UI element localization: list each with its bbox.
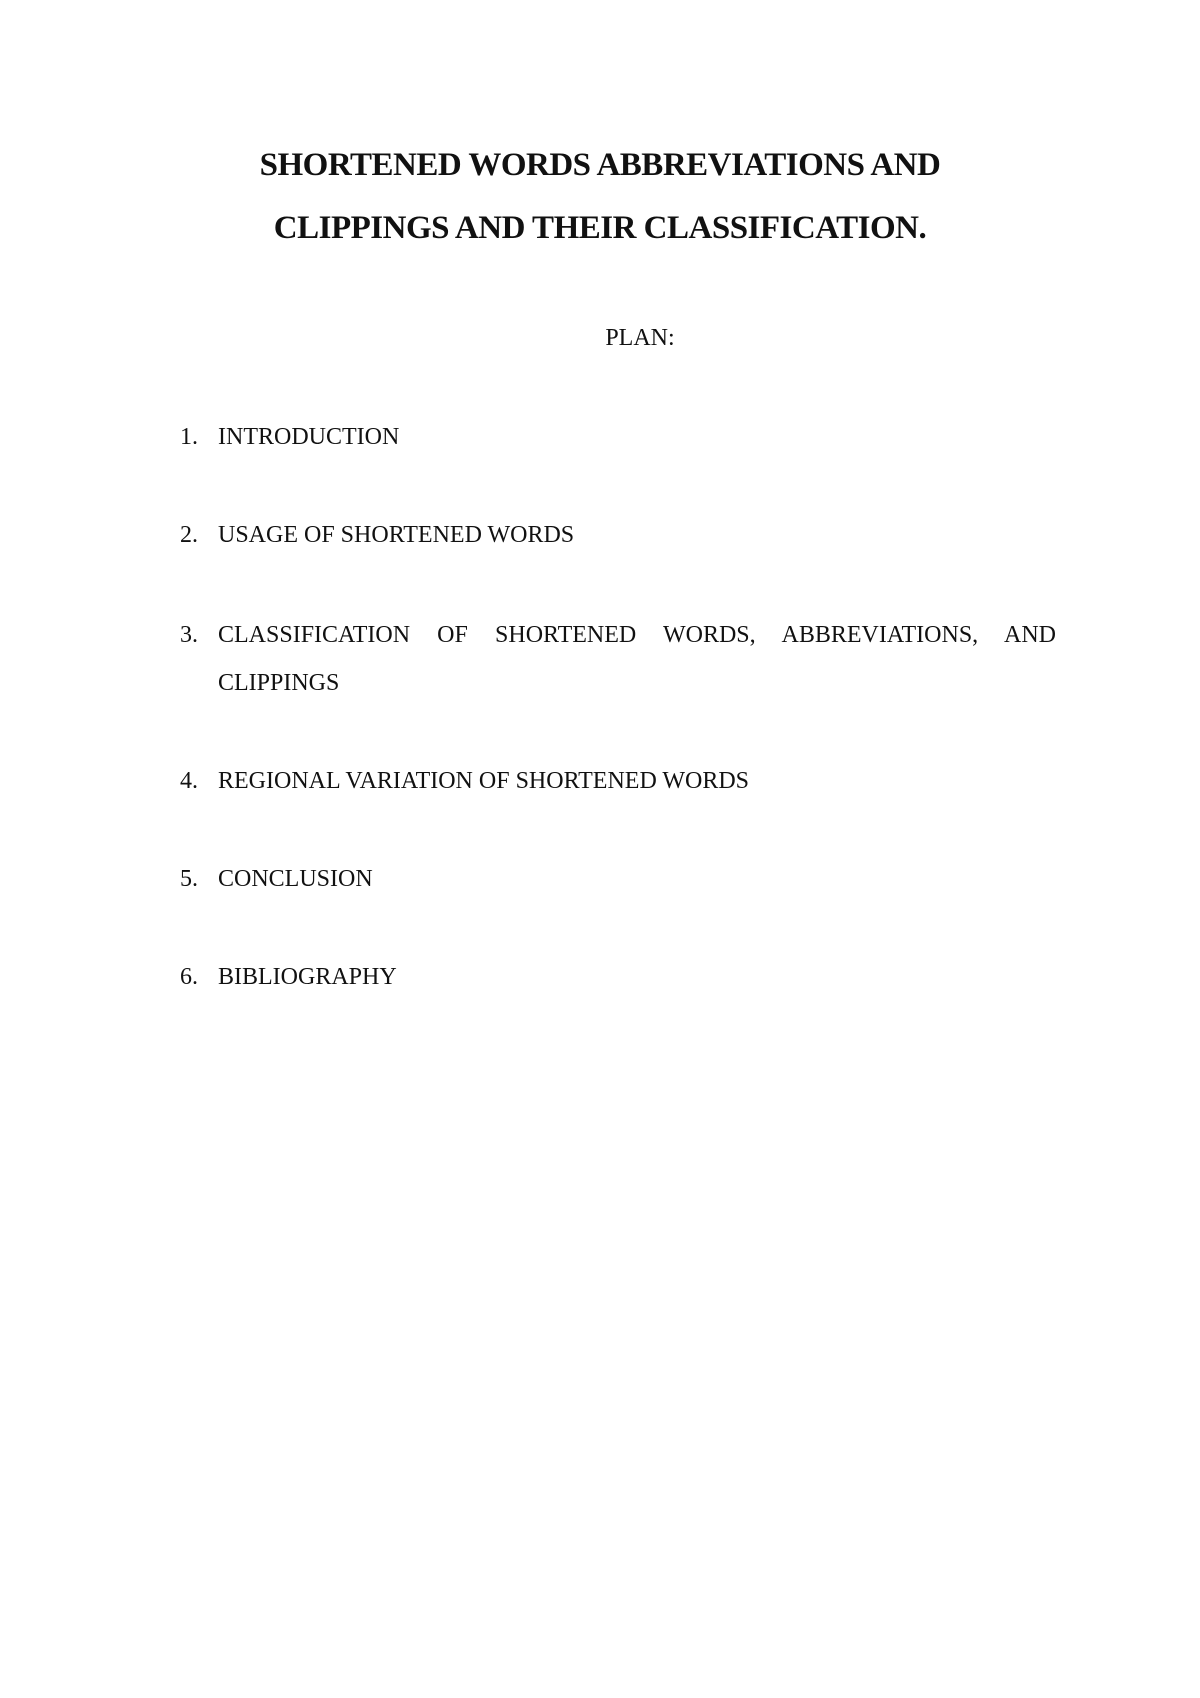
plan-item-text: BIBLIOGRAPHY bbox=[218, 964, 397, 990]
plan-item-number: 5. bbox=[180, 866, 198, 892]
document-title-line-2: CLIPPINGS AND THEIR CLASSIFICATION. bbox=[273, 210, 927, 246]
plan-item-number: 6. bbox=[180, 964, 198, 990]
plan-item-conclusion bbox=[180, 855, 1060, 903]
plan-item-introduction bbox=[180, 413, 1060, 461]
plan-item-text: REGIONAL VARIATION OF SHORTENED WORDS bbox=[218, 768, 750, 794]
plan-item-text: CONCLUSION bbox=[218, 866, 373, 892]
plan-item-regional-variation bbox=[180, 757, 1060, 805]
plan-item-usage bbox=[180, 511, 1060, 559]
plan-item-number: 4. bbox=[180, 768, 198, 794]
plan-item-number: 1. bbox=[180, 424, 198, 450]
plan-item-text: INTRODUCTION bbox=[218, 424, 400, 450]
plan-item-number: 3. bbox=[180, 622, 198, 648]
plan-item-text: USAGE OF SHORTENED WORDS bbox=[218, 522, 575, 548]
plan-item-classification bbox=[180, 611, 1060, 707]
document-title-line-1: SHORTENED WORDS ABBREVIATIONS AND bbox=[259, 147, 941, 183]
plan-item-bibliography bbox=[180, 953, 1060, 1001]
plan-item-number: 2. bbox=[180, 522, 198, 548]
plan-heading: PLAN: bbox=[605, 325, 675, 351]
plan-item-text: CLASSIFICATION OF SHORTENED WORDS, ABBREVIATIONS, AND CLIPPINGS bbox=[218, 622, 1056, 696]
